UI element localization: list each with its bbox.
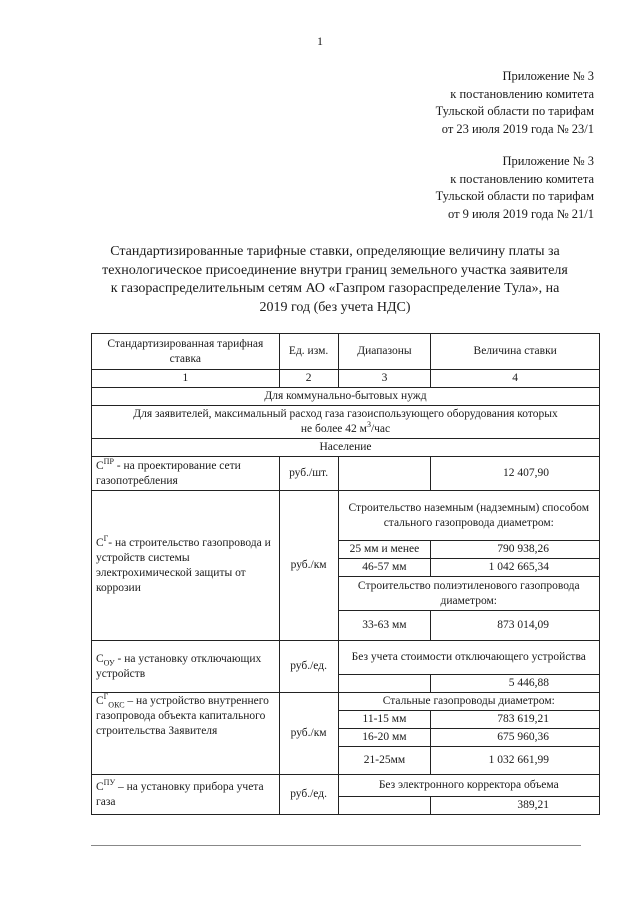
design-rate-sup: ПР (103, 456, 114, 466)
construction-pe-heading: Строительство полиэтиленового газопровода диаметром: (338, 577, 599, 611)
construction-rate-desc: - на строительство газопровода и устройств системы электрохимической защиты от коррозии (96, 536, 271, 594)
shutoff-unit: руб./ед. (279, 641, 338, 693)
header-unit: Ед. изм. (279, 334, 338, 370)
row-internal-sub (92, 693, 600, 711)
construction-range-1: 25 мм и менее (338, 541, 431, 559)
construction-rate-symbol: С (96, 536, 104, 549)
meter-unit: руб./ед. (279, 775, 338, 815)
shutoff-value: 5 446,88 (431, 675, 600, 693)
section-applicants (92, 406, 600, 439)
internal-rate-sup: Г (103, 692, 109, 702)
annex-1-line-4: от 23 июля 2019 года № 23/1 (441, 121, 594, 136)
tariff-table (91, 333, 600, 815)
shutoff-range (338, 675, 431, 693)
section-population: Население (92, 439, 600, 457)
section-row-applicants (92, 406, 600, 439)
construction-unit: руб./км (279, 491, 338, 641)
construction-range-2: 46-57 мм (338, 559, 431, 577)
construction-range-3: 33-63 мм (338, 611, 431, 641)
annex-block-2 (436, 153, 594, 223)
design-rate-symbol: С (96, 459, 104, 472)
annex-block-1 (436, 68, 594, 138)
column-number-row (92, 370, 600, 388)
annex-1-line-2: к постановлению комитета (450, 86, 594, 101)
internal-value-3: 1 032 661,99 (431, 747, 600, 775)
construction-value-3: 873 014,09 (431, 611, 600, 641)
meter-rate-cell (92, 775, 280, 815)
page-number: 1 (317, 34, 323, 48)
construction-value-1: 790 938,26 (431, 541, 600, 559)
section-row-population (92, 439, 600, 457)
construction-steel-heading: Строительство наземным (надземным) способом стального газопровода диаметром: (338, 491, 599, 541)
col-number-3: 3 (338, 370, 431, 388)
internal-value-2: 675 960,36 (431, 729, 600, 747)
meter-rate-symbol: С (96, 780, 104, 793)
col-number-1: 1 (92, 370, 280, 388)
design-unit: руб./шт. (279, 457, 338, 491)
title-line-2: технологическое присоединение внутри границ земельного участка заявителя (102, 262, 568, 278)
meter-rate-sup: ПУ (103, 777, 116, 787)
meter-heading: Без электронного корректора объема (338, 775, 599, 797)
annex-1-line-1: Приложение № 3 (502, 69, 594, 83)
internal-value-1: 783 619,21 (431, 711, 600, 729)
construction-rate-sup: Г (103, 533, 109, 543)
row-meter-sub (92, 775, 600, 797)
internal-range-3: 21-25мм (338, 747, 431, 775)
section-applicants-line-2-end: /час (370, 423, 391, 435)
construction-rate-cell (92, 491, 280, 641)
design-rate-cell (92, 457, 280, 491)
internal-range-1: 11-15 мм (338, 711, 431, 729)
header-rate: Стандартизированная тарифная ставка (92, 334, 280, 370)
table-header-row (92, 334, 600, 370)
document-title (70, 243, 600, 317)
shutoff-heading: Без учета стоимости отключающего устройства (338, 641, 599, 675)
design-value: 12 407,90 (431, 457, 600, 491)
internal-range-2: 16-20 мм (338, 729, 431, 747)
internal-rate-symbol: С (96, 695, 104, 707)
section-applicants-sup: 3 (366, 420, 371, 430)
design-rate-desc: - на проектирование сети газопотребления (96, 459, 241, 487)
header-value: Величина ставки (431, 334, 600, 370)
meter-range (338, 797, 431, 815)
col-number-2: 2 (279, 370, 338, 388)
shutoff-rate-desc: - на установку отключающих устройств (96, 652, 262, 680)
annex-2-line-3: Тульской области по тарифам (435, 189, 594, 203)
shutoff-rate-symbol: С (96, 652, 104, 665)
section-applicants-line-1: Для заявителей, максимальный расход газа газоиспользующего оборудования которых (133, 408, 558, 420)
header-ranges: Диапазоны (338, 334, 431, 370)
row-design (92, 457, 600, 491)
annex-2-line-4: от 9 июля 2019 года № 21/1 (447, 206, 594, 221)
shutoff-rate-cell (92, 641, 280, 693)
section-applicants-line-2: не более 42 м (300, 423, 367, 435)
annex-2-line-1: Приложение № 3 (502, 154, 594, 168)
section-row-household (92, 388, 600, 406)
internal-rate-sub: ОКС (108, 700, 125, 710)
section-household: Для коммунально-бытовых нужд (92, 388, 600, 406)
design-range (338, 457, 431, 491)
title-line-4: 2019 год (без учета НДС) (259, 299, 411, 315)
construction-value-2: 1 042 665,34 (431, 559, 600, 577)
internal-rate-cell (92, 693, 280, 775)
internal-unit: руб./км (279, 693, 338, 775)
annex-2-line-2: к постановлению комитета (450, 171, 594, 186)
annex-1-line-3: Тульской области по тарифам (435, 104, 594, 118)
internal-rate-desc: – на устройство внутреннего газопровода объекта капитального строительства Заявителя (96, 695, 269, 737)
shutoff-rate-sub: ОУ (103, 657, 115, 667)
col-number-4: 4 (431, 370, 600, 388)
title-line-1: Стандартизированные тарифные ставки, определяющие величину платы за (110, 244, 560, 259)
row-shutoff-sub (92, 641, 600, 675)
meter-rate-desc: – на установку прибора учета газа (96, 780, 264, 808)
internal-heading: Стальные газопроводы диаметром: (338, 693, 599, 711)
title-line-3: к газораспределительным сетям АО «Газпром газораспределение Тула», на (110, 281, 560, 296)
row-construction-sub1 (92, 491, 600, 541)
meter-value: 389,21 (431, 797, 600, 815)
bottom-divider (91, 845, 581, 846)
